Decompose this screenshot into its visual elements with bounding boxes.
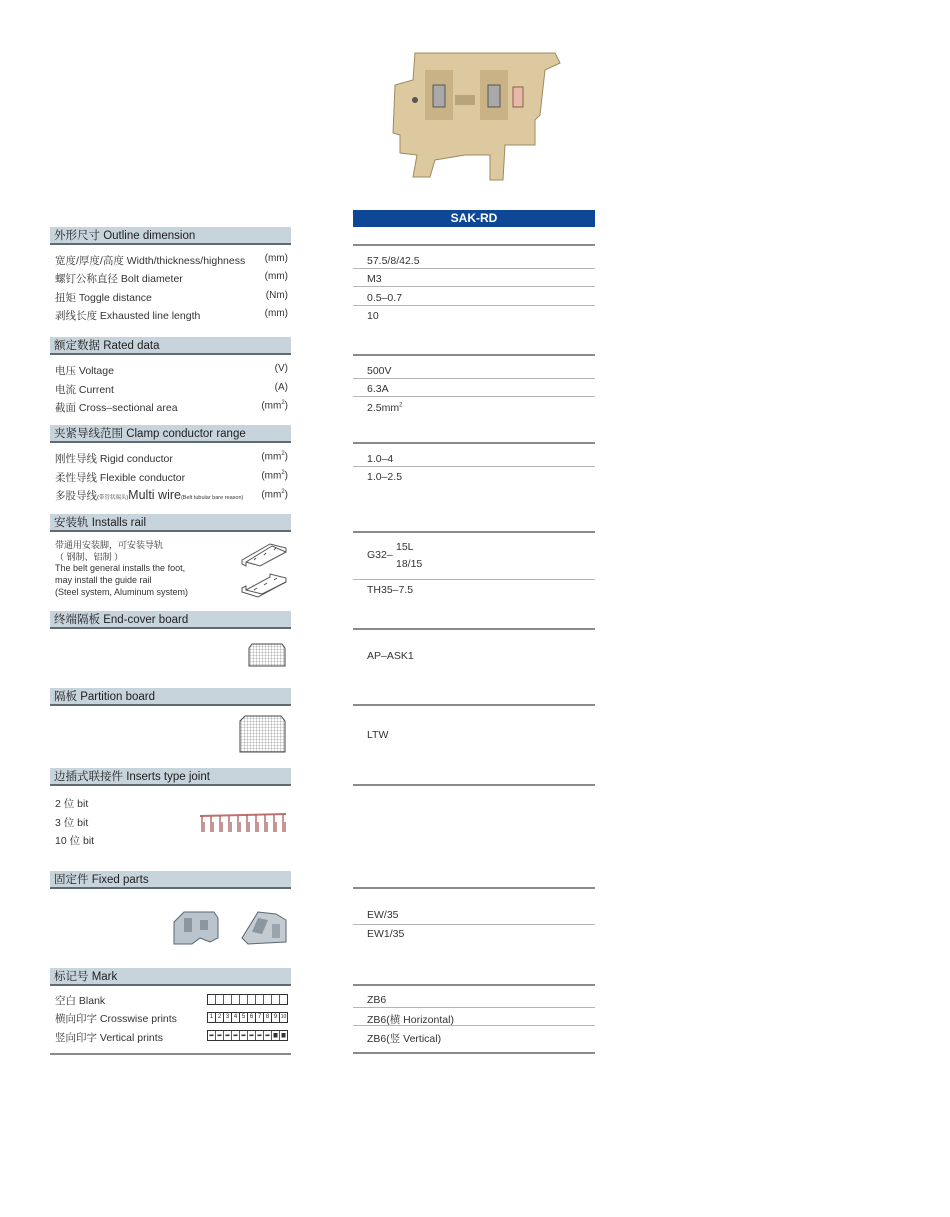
marker-cell: 3	[224, 1013, 232, 1022]
multi-wire-unit: $(mm^2)$	[261, 489, 288, 501]
marker-cell: 10	[280, 1014, 287, 1020]
marker-cell: 4	[232, 1013, 240, 1022]
divider	[353, 984, 595, 986]
outline-value-3: 0.5–0.7	[367, 292, 403, 304]
divider	[353, 704, 595, 706]
rail-g32-15l: 15L	[396, 541, 414, 553]
section-partition: 隔板 Partition board	[50, 688, 291, 706]
outline-unit-3: (Nm)	[265, 290, 288, 301]
mark-vertical-value: ZB6(竖 Vertical)	[367, 1033, 442, 1045]
terminal-block-image	[385, 45, 565, 185]
divider	[353, 1007, 595, 1008]
section-outline: 外形尺寸 Outline dimension	[50, 227, 291, 245]
section-fixed: 固定件 Fixed parts	[50, 871, 291, 889]
mark-vertical-label: 竖向印字 Vertical prints	[55, 1032, 163, 1044]
rail-g32-prefix: G32–	[367, 549, 393, 561]
outline-unit-1: (mm)	[264, 253, 288, 264]
divider	[353, 305, 595, 306]
section-clamp: 夹紧导线范围 Clamp conductor range	[50, 425, 291, 443]
divider	[353, 354, 595, 356]
end-bracket-ew-icon	[170, 908, 222, 946]
rigid-value: 1.0–4	[367, 453, 394, 465]
flexible-unit: $(mm^2)$	[261, 470, 288, 482]
outline-label-4: 剥线长度 Exhausted line length	[55, 310, 201, 322]
mark-blank-label: 空白 Blank	[55, 995, 106, 1007]
fixed-value-ew1: EW1/35	[367, 928, 405, 940]
outline-label-1: 宽度/厚度/高度 Width/thickness/highness	[55, 255, 246, 267]
divider	[353, 1025, 595, 1026]
outline-value-1: 57.5/8/42.5	[367, 255, 420, 267]
voltage-unit: (V)	[274, 363, 288, 374]
divider	[353, 924, 595, 925]
rigid-unit: $(mm^2)$	[261, 451, 288, 463]
section-rated: 额定数据 Rated data	[50, 337, 291, 355]
flexible-label: 柔性导线 Flexible conductor	[55, 472, 186, 484]
mark-crosswise-label: 横向印字 Crosswise prints	[55, 1013, 177, 1025]
outline-label-3: 扭矩 Toggle distance	[55, 292, 152, 304]
divider	[353, 286, 595, 287]
marker-cell: 9	[272, 1013, 280, 1022]
divider	[353, 628, 595, 630]
endcover-value: AP–ASK1	[367, 650, 414, 662]
outline-value-4: 10	[367, 310, 379, 322]
divider	[353, 466, 595, 467]
divider	[353, 784, 595, 786]
partition-board-icon	[238, 715, 288, 755]
voltage-label: 电压 Voltage	[55, 365, 114, 377]
vertical-marker-strip-icon	[207, 1030, 289, 1042]
outline-value-2: M3	[367, 273, 382, 285]
inserts-2bit: 2 位 bit	[55, 798, 89, 810]
marker-cell: 8	[264, 1013, 272, 1022]
divider	[353, 887, 595, 889]
crosswise-marker-strip	[207, 1012, 288, 1023]
din-rail-ts35-icon	[240, 572, 288, 600]
marker-cell: 7	[256, 1013, 264, 1022]
marker-cell: 6	[248, 1013, 256, 1022]
section-inserts: 边插式联接件 Inserts type joint	[50, 768, 291, 786]
rail-desc-en-1: The belt general installs the foot,	[55, 563, 186, 573]
area-value: $2.5mm^2$	[367, 402, 403, 414]
marker-cell: 2	[216, 1013, 224, 1022]
bottom-rule-right	[353, 1052, 595, 1054]
outline-unit-4: (mm)	[264, 308, 288, 319]
din-rail-g32-icon	[240, 538, 288, 568]
mark-blank-value: ZB6	[367, 994, 387, 1006]
area-label: 截面 Cross–sectional area	[55, 402, 178, 414]
flexible-value: 1.0–2.5	[367, 471, 403, 483]
inserts-10bit: 10 位 bit	[55, 835, 95, 847]
section-mark: 标记号 Mark	[50, 968, 291, 986]
divider	[353, 396, 595, 397]
marker-cell: 1	[208, 1013, 216, 1022]
model-header: SAK-RD	[353, 210, 595, 227]
partition-value: LTW	[367, 729, 389, 741]
inserts-3bit: 3 位 bit	[55, 817, 89, 829]
fixed-value-ew: EW/35	[367, 909, 399, 921]
current-unit: (A)	[274, 382, 288, 393]
rigid-label: 刚性导线 Rigid conductor	[55, 453, 173, 465]
rail-desc-cn-2: （ 钢制、铝制 ）	[55, 552, 124, 562]
divider	[353, 378, 595, 379]
rail-desc-cn: 带通用安装脚，可安装导轨	[55, 540, 164, 550]
end-bracket-ew1-icon	[238, 908, 290, 946]
divider	[353, 244, 595, 246]
current-label: 电流 Current	[55, 384, 114, 396]
voltage-value: 500V	[367, 365, 392, 377]
insert-jumper-icon	[198, 810, 288, 836]
outline-label-2: 螺钉公称直径 Bolt diameter	[55, 273, 183, 285]
rail-desc-en-3: (Steel system, Aluminum system)	[55, 587, 189, 597]
bottom-rule-left	[50, 1053, 291, 1055]
rail-g32-18-15: 18/15	[396, 558, 423, 570]
end-cover-icon	[247, 643, 287, 668]
rail-desc-en-2: may install the guide rail	[55, 575, 152, 585]
blank-marker-strip-icon	[207, 994, 289, 1006]
rail-ts35-value: TH35–7.5	[367, 584, 414, 596]
area-unit: $(mm^2)$	[261, 400, 288, 412]
divider	[353, 579, 595, 580]
divider	[353, 268, 595, 269]
multi-wire-label: 多股导线(带管状端头)Multi wire(Belt tubular bare reason)	[55, 488, 244, 502]
marker-cell: 5	[240, 1013, 248, 1022]
section-rail: 安装轨 Installs rail	[50, 514, 291, 532]
section-endcover: 终端隔板 End-cover board	[50, 611, 291, 629]
divider	[353, 442, 595, 444]
outline-unit-2: (mm)	[264, 271, 288, 282]
current-value: 6.3A	[367, 383, 389, 395]
mark-crosswise-value: ZB6(横 Horizontal)	[367, 1014, 454, 1026]
divider	[353, 531, 595, 533]
